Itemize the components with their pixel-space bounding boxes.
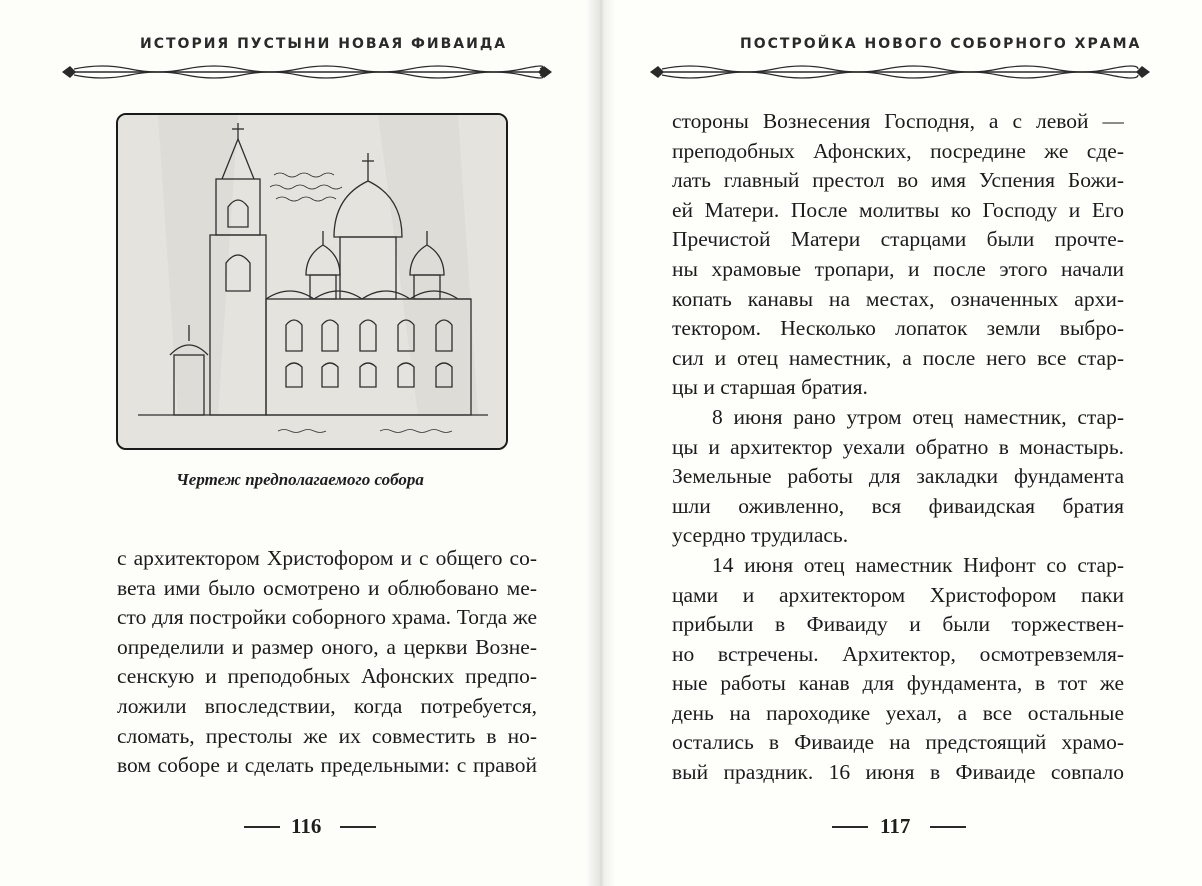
running-head-right: ПОСТРОЙКА НОВОГО СОБОРНОГО ХРАМА xyxy=(740,36,1142,52)
text-line: вый праздник. 16 июня в Фиваиде совпало xyxy=(672,760,1124,785)
page-number-right: 117 xyxy=(880,814,911,838)
text-line: усердно трудилась. xyxy=(672,523,849,548)
text-line: цами и архитектором Христофором паки xyxy=(672,582,1124,607)
folio-rule-right-b xyxy=(930,826,966,828)
figure-caption: Чертеж предполагаемого собора xyxy=(176,470,424,489)
text-line: Земельные работы для закладки фундамента xyxy=(672,464,1124,489)
text-line: сломать, престолы же их совместить в но- xyxy=(117,723,537,748)
folio-rule-right-a xyxy=(832,826,868,828)
text-line: сто для постройки соборного храма. Тогда же xyxy=(117,605,537,630)
cathedral-drawing-icon xyxy=(118,115,506,448)
text-line: ей Матери. После молитвы ко Господу и Его xyxy=(672,197,1124,222)
ornament-rule-left xyxy=(62,60,552,84)
text-line: 8 июня рано утром отец наместник, стар- xyxy=(712,404,1124,429)
right-body-text xyxy=(672,107,1124,788)
text-line: Пречистой Матери старцами были прочте- xyxy=(672,227,1124,252)
ornament-rule-right xyxy=(650,60,1150,84)
text-line: преподобных Афонских, посредине же сде- xyxy=(672,138,1124,163)
text-line: копать канавы на местах, означенных архи- xyxy=(672,286,1124,311)
left-body-text xyxy=(117,544,537,781)
text-line: прибыли в Фиваиду и были торжествен- xyxy=(672,612,1124,637)
text-line: но встречены. Архитектор, осмотревземля- xyxy=(672,641,1124,666)
text-line: с архитектором Христофором и с общего со- xyxy=(117,546,537,570)
folio-rule-left-a xyxy=(244,826,280,828)
text-line: ложили впоследствии, когда потребуется, xyxy=(117,693,537,718)
text-line: вом соборе и сделать предельными: с правой xyxy=(117,753,537,778)
cathedral-drawing xyxy=(116,113,508,450)
right-page xyxy=(600,0,1202,886)
text-line: стороны Вознесения Господня, а с левой — xyxy=(672,109,1124,133)
text-line: шли оживленно, вся фиваидская братия xyxy=(672,493,1124,518)
text-line: цы и архитектор уехали обратно в монастырь. xyxy=(672,434,1124,459)
text-line: остались в Фиваиде на предстоящий храмо- xyxy=(672,730,1124,755)
folio-rule-left-b xyxy=(340,826,376,828)
running-head-left: ИСТОРИЯ ПУСТЫНИ НОВАЯ ФИВАИДА xyxy=(140,36,508,52)
text-line: сил и отец наместник, а после него все стар- xyxy=(672,345,1124,370)
left-page xyxy=(0,0,600,886)
text-line: 14 июня отец наместник Нифонт со стар- xyxy=(712,552,1124,577)
text-line: тектором. Несколько лопаток земли выбро- xyxy=(672,316,1124,341)
text-line: ные работы канав для фундамента, в тот же xyxy=(672,671,1124,696)
text-line: сенскую и преподобных Афонских предпо- xyxy=(117,664,537,689)
text-line: цы и старшая братия. xyxy=(672,375,868,400)
text-line: день на пароходике уехал, а все остальные xyxy=(672,700,1124,725)
text-line: ны храмовые тропари, и после этого начали xyxy=(672,256,1124,281)
book-gutter xyxy=(586,0,616,886)
page-number-left: 116 xyxy=(291,814,322,838)
text-line: вета ими было осмотрено и облюбовано ме- xyxy=(117,575,537,600)
text-line: лать главный престол во имя Успения Божи- xyxy=(672,168,1124,193)
text-line: определили и размер оного, а церкви Возне- xyxy=(117,634,537,659)
